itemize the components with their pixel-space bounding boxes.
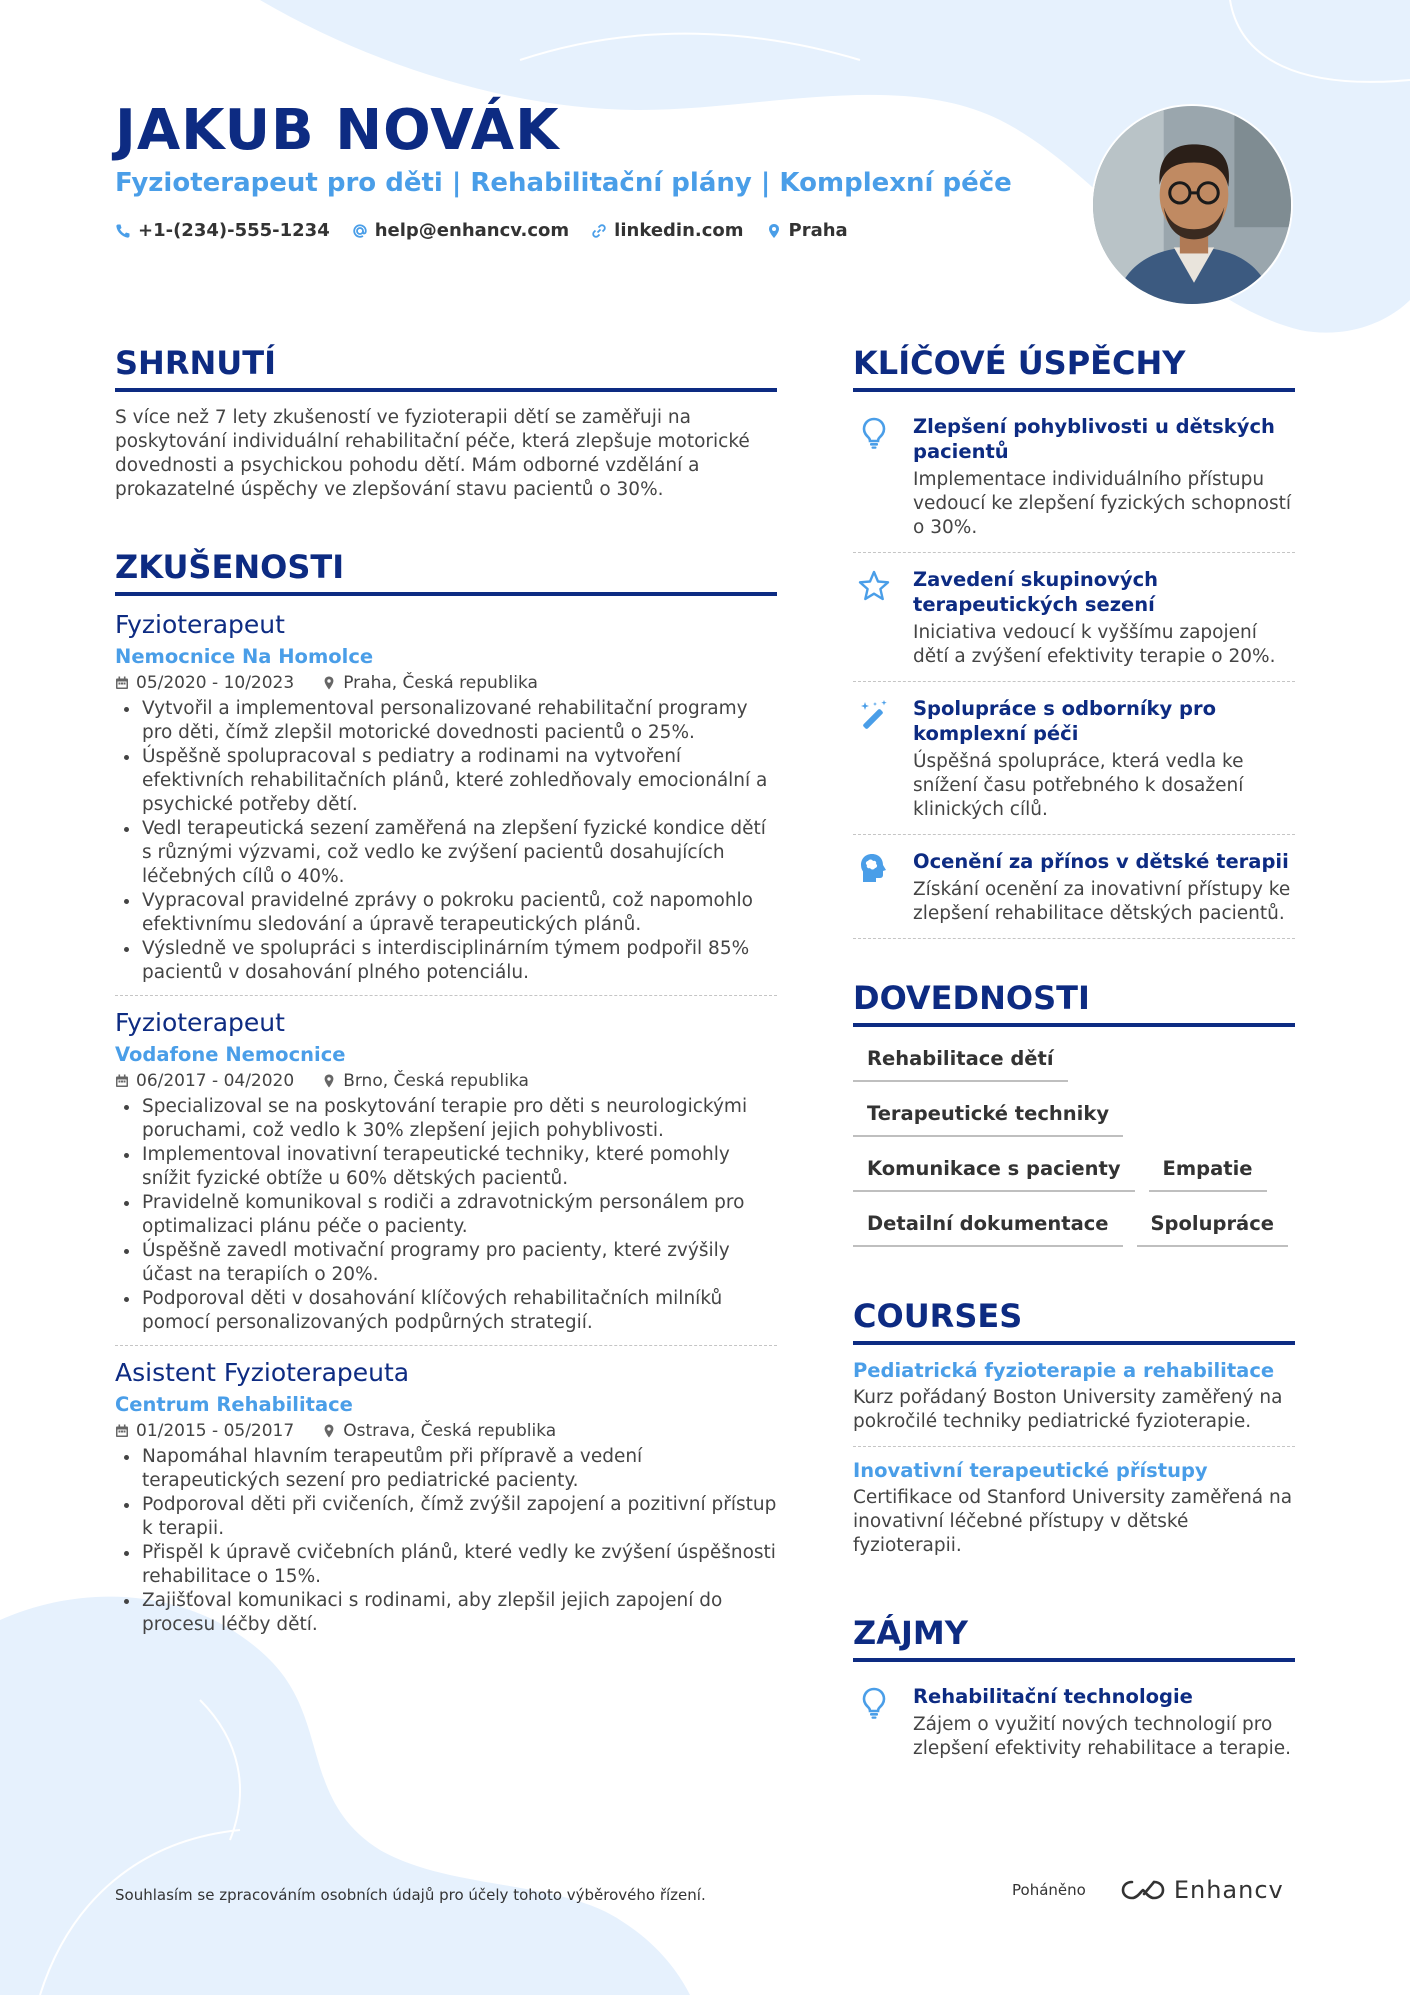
job-meta <box>115 673 777 693</box>
candidate-headline: Fyzioterapeut pro děti | Rehabilitační plány | Komplexní péče <box>115 168 1012 198</box>
brand-logo[interactable] <box>1120 1876 1284 1904</box>
job-bullet: Podporoval děti v dosahování klíčových rehabilitačních milníků pomocí personalizovaných podpůrných strategií. <box>115 1287 777 1335</box>
achievement-desc: Získání ocenění za inovativní přístupy ke zlepšení rehabilitace dětských pacientů. <box>913 879 1291 924</box>
skill-tag: Komunikace s pacienty <box>853 1151 1135 1192</box>
profile-photo <box>1091 104 1293 306</box>
achievements-heading: KLÍČOVÉ ÚSPĚCHY <box>853 344 1295 392</box>
skill-tag: Spolupráce <box>1137 1206 1288 1247</box>
achievement-title: Spolupráce s odborníky pro komplexní péči <box>913 697 1217 745</box>
contact-bar <box>115 220 848 241</box>
job-bullets <box>115 1095 777 1335</box>
job-title: Fyzioterapeut <box>115 610 285 639</box>
job-bullet: Přispěl k úpravě cvičebních plánů, které vedly ke zvýšení úspěšnosti rehabilitace o 15%. <box>115 1541 777 1589</box>
contact-email[interactable] <box>352 220 569 241</box>
brand-name: Enhancv <box>1173 1876 1284 1904</box>
job-bullet: Specializoval se na poskytování terapie pro děti s neurologickými poruchami, což vedlo k 30% zlepšení jejich pohyblivosti. <box>115 1095 777 1143</box>
course-title: Inovativní terapeutické přístupy <box>853 1459 1208 1482</box>
job-company: Nemocnice Na Homolce <box>115 645 374 668</box>
job-bullet: Podporoval děti při cvičeních, čímž zvýšil zapojení a pozitivní přístup k terapii. <box>115 1493 777 1541</box>
calendar-icon <box>115 1074 129 1088</box>
job-meta <box>115 1421 777 1441</box>
course-desc: Kurz pořádaný Boston University zaměřený na pokročilé techniky pediatrické fyzioterapie. <box>853 1387 1283 1432</box>
job-bullet: Vedl terapeutická sezení zaměřená na zlepšení fyzické kondice dětí s různými výzvami, což vedlo ke zvýšení pacientů dosahujících léčebných cílů o 40%. <box>115 817 777 889</box>
candidate-name: JAKUB NOVÁK <box>115 98 560 163</box>
job-bullet: Vytvořil a implementoval personalizované rehabilitační programy pro děti, čímž zlepšil motorické dovednosti pacientů o 25%. <box>115 697 777 745</box>
achievement-item <box>853 688 1295 835</box>
achievement-desc: Úspěšná spolupráce, která vedla ke snížení času potřebného k dosažení klinických cílů. <box>913 751 1244 820</box>
powered-by-label: Poháněno <box>1012 1881 1086 1899</box>
job-location <box>322 673 538 693</box>
lightbulb-icon <box>857 1686 891 1720</box>
skills-heading: DOVEDNOSTI <box>853 979 1295 1027</box>
job-dates <box>115 1071 294 1091</box>
job-dates-text: 06/2017 - 04/2020 <box>136 1071 295 1091</box>
achievement-desc: Implementace individuálního přístupu vedoucí ke zlepšení fyzických schopností o 30%. <box>913 469 1291 538</box>
job-title: Asistent Fyzioterapeuta <box>115 1358 410 1387</box>
job-bullet: Zajišťoval komunikaci s rodinami, aby zlepšil jejich zapojení do procesu léčby dětí. <box>115 1589 777 1637</box>
achievement-item <box>853 406 1295 553</box>
summary-text: S více než 7 lety zkušeností ve fyzioterapii dětí se zaměřuji na poskytování individuální rehabilitační péče, která zlepšuje motorické dovednosti a psychickou pohodu dětí. Mám odborné vzdělání a prokazatelné úspěchy ve zlepšování stavu pacientů o 30%. <box>115 407 750 500</box>
location-text: Praha <box>788 220 848 241</box>
lightbulb-icon <box>857 416 891 450</box>
achievement-title: Zavedení skupinových terapeutických sezení <box>913 568 1159 616</box>
phone-text: +1-(234)-555-1234 <box>138 220 330 241</box>
enhancv-logo-icon <box>1120 1878 1166 1902</box>
job-company: Vodafone Nemocnice <box>115 1043 346 1066</box>
course-desc: Certifikace od Stanford University zaměřená na inovativní léčebné přístupy v dětské fyzioterapii. <box>853 1487 1293 1556</box>
job-dates-text: 05/2020 - 10/2023 <box>136 673 295 693</box>
job-bullet: Úspěšně spolupracoval s pediatry a rodinami na vytvoření efektivních rehabilitačních plánů, které zohledňovaly emocionální a psychické potřeby dětí. <box>115 745 777 817</box>
job-bullet: Výsledně ve spolupráci s interdisciplinárním týmem podpořil 85% pacientů v dosahování plného potenciálu. <box>115 937 777 985</box>
job-bullet: Pravidelně komunikoval s rodiči a zdravotnickým personálem pro optimalizaci plánu péče o pacienty. <box>115 1191 777 1239</box>
job-location-text: Brno, Česká republika <box>343 1071 529 1091</box>
location-pin-icon <box>322 676 336 690</box>
calendar-icon <box>115 1424 129 1438</box>
job-dates-text: 01/2015 - 05/2017 <box>136 1421 295 1441</box>
interests-heading: ZÁJMY <box>853 1614 1295 1662</box>
linkedin-text: linkedin.com <box>614 220 744 241</box>
contact-phone[interactable] <box>115 220 330 241</box>
job-bullets <box>115 1445 777 1637</box>
skills-list <box>853 1041 1295 1247</box>
skill-tag: Terapeutické techniky <box>853 1096 1123 1137</box>
magic-wand-icon <box>857 698 891 732</box>
course-item <box>853 1459 1295 1570</box>
job-location-text: Ostrava, Česká republika <box>343 1421 557 1441</box>
achievement-item <box>853 841 1295 939</box>
job-bullet: Napomáhal hlavním terapeutům při přípravě a vedení terapeutických sezení pro pediatrické pacienty. <box>115 1445 777 1493</box>
job-title: Fyzioterapeut <box>115 1008 285 1037</box>
interest-desc: Zájem o využití nových technologií pro zlepšení efektivity rehabilitace a terapie. <box>913 1714 1292 1759</box>
consent-note: Souhlasím se zpracováním osobních údajů pro účely tohoto výběrového řízení. <box>115 1886 706 1904</box>
job-dates <box>115 673 294 693</box>
job-bullets <box>115 697 777 985</box>
achievement-desc: Iniciativa vedoucí k vyššímu zapojení dětí a zvýšení efektivity terapie o 20%. <box>913 622 1276 667</box>
job-entry <box>115 610 777 996</box>
contact-linkedin[interactable] <box>591 220 743 241</box>
experience-heading: ZKUŠENOSTI <box>115 548 777 596</box>
job-meta <box>115 1071 777 1091</box>
job-location-text: Praha, Česká republika <box>343 673 538 693</box>
job-dates <box>115 1421 294 1441</box>
job-location <box>322 1421 556 1441</box>
courses-heading: COURSES <box>853 1297 1295 1345</box>
skill-tag: Detailní dokumentace <box>853 1206 1123 1247</box>
course-title: Pediatrická fyzioterapie a rehabilitace <box>853 1359 1275 1382</box>
contact-location <box>766 220 848 241</box>
job-bullet: Implementoval inovativní terapeutické techniky, které pomohly snížit fyzické obtíže u 60% dětských pacientů. <box>115 1143 777 1191</box>
skill-tag: Rehabilitace dětí <box>853 1041 1068 1082</box>
skill-tag: Empatie <box>1149 1151 1267 1192</box>
interest-title: Rehabilitační technologie <box>913 1685 1193 1708</box>
job-bullet: Vypracoval pravidelné zprávy o pokroku pacientů, což napomohlo efektivnímu sledování a úpravě terapeutických plánů. <box>115 889 777 937</box>
left-column <box>115 344 777 1659</box>
achievement-item <box>853 559 1295 682</box>
course-item <box>853 1359 1295 1447</box>
job-company: Centrum Rehabilitace <box>115 1393 353 1416</box>
location-pin-icon <box>766 223 782 239</box>
location-pin-icon <box>322 1074 336 1088</box>
phone-icon <box>115 223 131 239</box>
job-entry <box>115 1008 777 1346</box>
location-pin-icon <box>322 1424 336 1438</box>
job-bullet: Úspěšně zavedl motivační programy pro pacienty, které zvýšily účast na terapiích o 20%. <box>115 1239 777 1287</box>
job-entry <box>115 1358 777 1647</box>
achievement-title: Ocenění za přínos v dětské terapii <box>913 850 1289 873</box>
link-icon <box>591 223 607 239</box>
star-icon <box>857 569 891 603</box>
calendar-icon <box>115 676 129 690</box>
interest-item <box>853 1676 1295 1773</box>
at-icon <box>352 223 368 239</box>
summary-heading: SHRNUTÍ <box>115 344 777 392</box>
achievement-title: Zlepšení pohyblivosti u dětských pacientů <box>913 415 1275 463</box>
right-column <box>853 344 1295 1779</box>
email-text: help@enhancv.com <box>374 220 570 241</box>
head-brain-icon <box>857 851 891 885</box>
powered-by <box>1012 1876 1284 1904</box>
job-location <box>322 1071 529 1091</box>
